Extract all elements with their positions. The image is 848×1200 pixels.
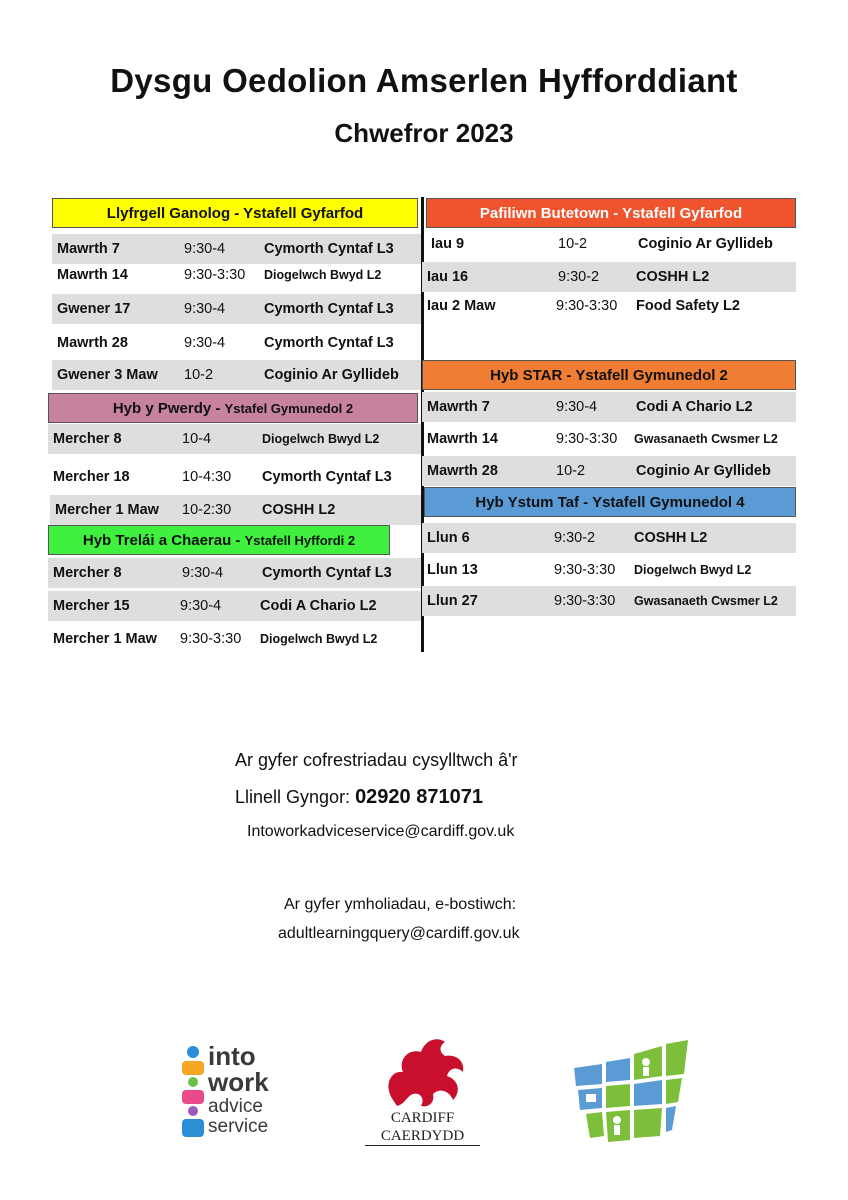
section-header-llyfrgell: Llyfrgell Ganolog - Ystafell Gyfarfod	[52, 198, 418, 228]
table-row: Mercher 18 10-4:30 Cymorth Cyntaf L3	[53, 469, 392, 485]
cardiff-council-logo: CARDIFF CAERDYDD	[365, 1030, 480, 1150]
welsh-dragon-icon	[373, 1030, 473, 1110]
table-row: Mawrth 14 9:30-3:30 Gwasanaeth Cwsmer L2	[427, 431, 778, 447]
email-link-adult-learning[interactable]: adultlearningquery@cardiff.gov.uk	[278, 925, 520, 942]
table-row: Mercher 15 9:30-4 Codi A Chario L2	[48, 591, 422, 621]
enquiries-info: Ar gyfer ymholiadau, e-bostiwch:	[284, 896, 517, 913]
table-row: Llun 6 9:30-2 COSHH L2	[422, 523, 796, 553]
table-row: Mercher 8 9:30-4 Cymorth Cyntaf L3	[48, 558, 422, 588]
table-row: Mawrth 7 9:30-4 Codi A Chario L2	[422, 392, 796, 422]
table-row: Mawrth 7 9:30-4 Cymorth Cyntaf L3	[52, 234, 422, 264]
page-title: Dysgu Oedolion Amserlen Hyfforddiant	[110, 62, 738, 99]
table-row: Iau 2 Maw 9:30-3:30 Food Safety L2	[427, 298, 740, 314]
advice-line: Llinell Gyngor: 02920 871071	[235, 786, 483, 808]
table-row: Mawrth 14 9:30-3:30 Diogelwch Bwyd L2	[57, 267, 382, 283]
section-header-butetown: Pafiliwn Butetown - Ystafell Gyfarfod	[426, 198, 796, 228]
section-header-ystum-taf: Hyb Ystum Taf - Ystafell Gymunedol 4	[424, 487, 796, 517]
section-header-star: Hyb STAR - Ystafell Gymunedol 2	[422, 360, 796, 390]
table-row: Llun 27 9:30-3:30 Gwasanaeth Cwsmer L2	[422, 586, 796, 616]
email-link-intowork[interactable]: Intoworkadviceservice@cardiff.gov.uk	[247, 823, 515, 840]
section-header-pwerdy: Hyb y Pwerdy - Ystafel Gymunedol 2	[48, 393, 418, 423]
table-row: Gwener 17 9:30-4 Cymorth Cyntaf L3	[52, 294, 422, 324]
table-row: Iau 9 10-2 Coginio Ar Gyllideb	[431, 236, 773, 252]
table-row: Mercher 8 10-4 Diogelwch Bwyd L2	[48, 424, 422, 454]
adult-learning-logo	[572, 1040, 692, 1145]
table-row: Gwener 3 Maw 10-2 Coginio Ar Gyllideb	[52, 360, 422, 390]
table-row: Mercher 1 Maw 10-2:30 COSHH L2	[50, 495, 422, 525]
into-work-figures-icon	[178, 1045, 208, 1141]
phone-number: 02920 871071	[355, 786, 483, 808]
table-row: Mercher 1 Maw 9:30-3:30 Diogelwch Bwyd L2	[53, 631, 378, 647]
section-header-trelai: Hyb Trelái a Chaerau - Ystafell Hyffordi 2	[48, 525, 390, 555]
page-subtitle: Chwefror 2023	[334, 118, 514, 148]
table-row: Mawrth 28 9:30-4 Cymorth Cyntaf L3	[57, 335, 394, 351]
table-row: Llun 13 9:30-3:30 Diogelwch Bwyd L2	[427, 562, 752, 578]
adult-learning-mosaic-icon	[572, 1040, 692, 1145]
table-row: Iau 16 9:30-2 COSHH L2	[422, 262, 796, 292]
into-work-logo: into work advice service	[178, 1045, 318, 1145]
registration-info: Ar gyfer cofrestriadau cysylltwch â'r	[235, 750, 518, 770]
table-row: Mawrth 28 10-2 Coginio Ar Gyllideb	[422, 456, 796, 486]
